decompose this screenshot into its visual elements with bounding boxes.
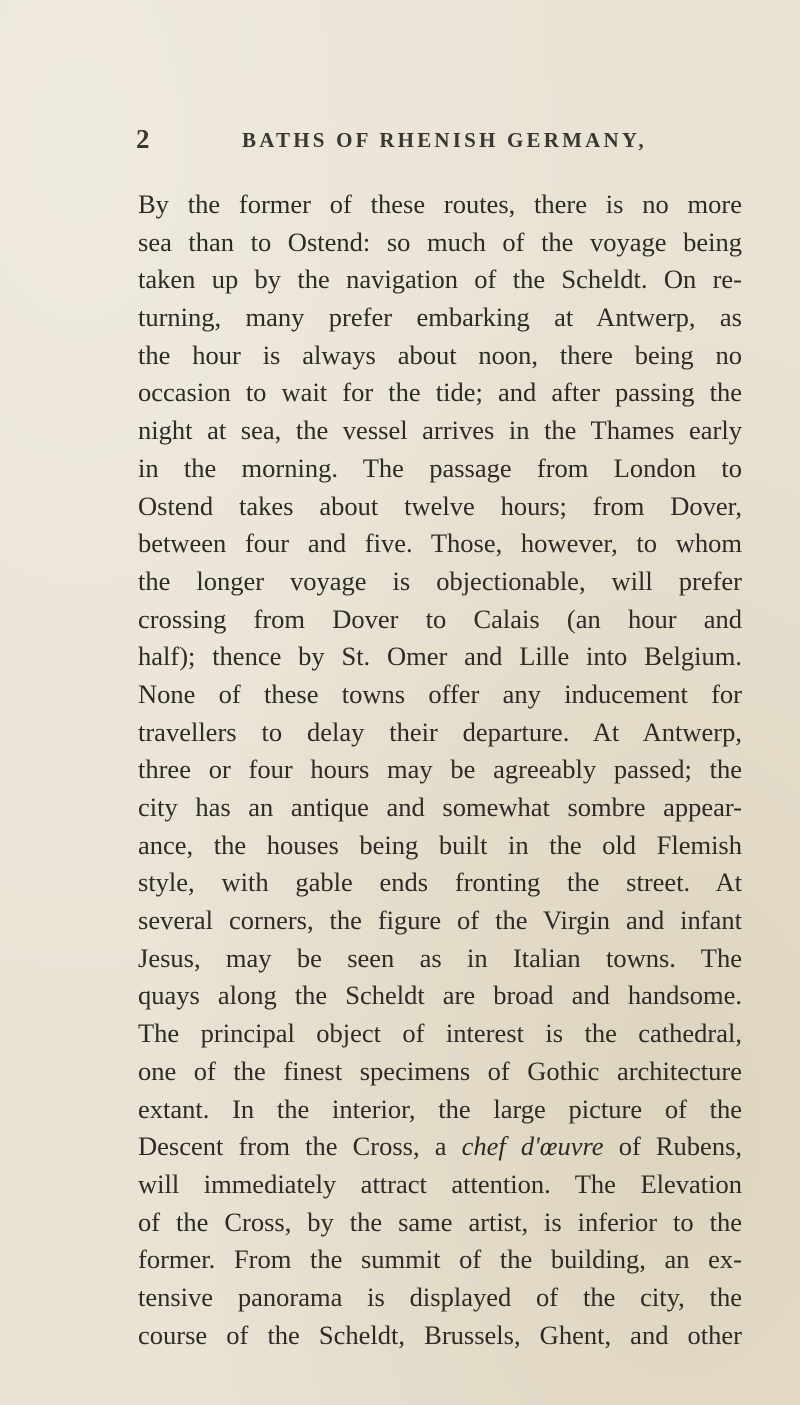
body-paragraph [138, 186, 742, 1354]
text-line: the longer voyage is objectionable, will prefer [138, 565, 742, 596]
text-line: extant. In the interior, the large picture of the [138, 1093, 742, 1124]
text-line: the hour is always about noon, there being no [138, 339, 742, 370]
page-number: 2 [136, 124, 150, 154]
text-line: one of the finest specimens of Gothic architecture [138, 1055, 742, 1086]
text-line: three or four hours may be agreeably passed; the [138, 754, 742, 785]
text-line: style, with gable ends fronting the street. At [138, 867, 742, 898]
text-line: in the morning. The passage from London to [138, 452, 742, 483]
text-line: turning, many prefer embarking at Antwerp, as [138, 302, 742, 333]
running-head [136, 124, 756, 164]
running-title: BATHS OF RHENISH GERMANY, [242, 128, 647, 152]
text-line: ance, the houses being built in the old Flemish [138, 829, 742, 860]
text-line: By the former of these routes, there is no more [138, 189, 742, 219]
text-line: sea than to Ostend: so much of the voyage being [138, 226, 742, 257]
text-segment: Descent from the Cross, a [138, 1131, 447, 1162]
text-line: former. From the summit of the building, an ex- [138, 1244, 742, 1275]
text-line: travellers to delay their departure. At Antwerp, [138, 716, 742, 747]
text-line: night at sea, the vessel arrives in the Thames early [138, 415, 742, 446]
text-line: The principal object of interest is the cathedral, [138, 1018, 742, 1049]
text-line: course of the Scheldt, Brussels, Ghent, and other [138, 1319, 742, 1350]
text-line-with-italic [138, 1128, 742, 1166]
text-line: half); thence by St. Omer and Lille into Belgium. [138, 641, 742, 672]
text-line: will immediately attract attention. The Elevation [138, 1168, 742, 1199]
text-line: quays along the Scheldt are broad and handsome. [138, 980, 742, 1011]
text-line: between four and five. Those, however, to whom [138, 528, 742, 559]
text-line: crossing from Dover to Calais (an hour and [138, 603, 742, 634]
text-line: tensive panorama is displayed of the city, the [138, 1281, 742, 1312]
text-line: occasion to wait for the tide; and after passing the [138, 377, 742, 408]
text-line: taken up by the navigation of the Scheldt. On re- [138, 264, 742, 295]
text-line: Ostend takes about twelve hours; from Dover, [138, 490, 742, 521]
text-line: of the Cross, by the same artist, is inferior to the [138, 1206, 742, 1237]
text-segment: of Rubens, [618, 1131, 742, 1162]
text-line: city has an antique and somewhat sombre appear- [138, 792, 742, 822]
text-line: Jesus, may be seen as in Italian towns. The [138, 942, 742, 973]
text-line: None of these towns offer any inducement for [138, 678, 742, 709]
italic-phrase: chef d'œuvre [461, 1131, 604, 1162]
text-line: several corners, the figure of the Virgin and infant [138, 905, 742, 936]
